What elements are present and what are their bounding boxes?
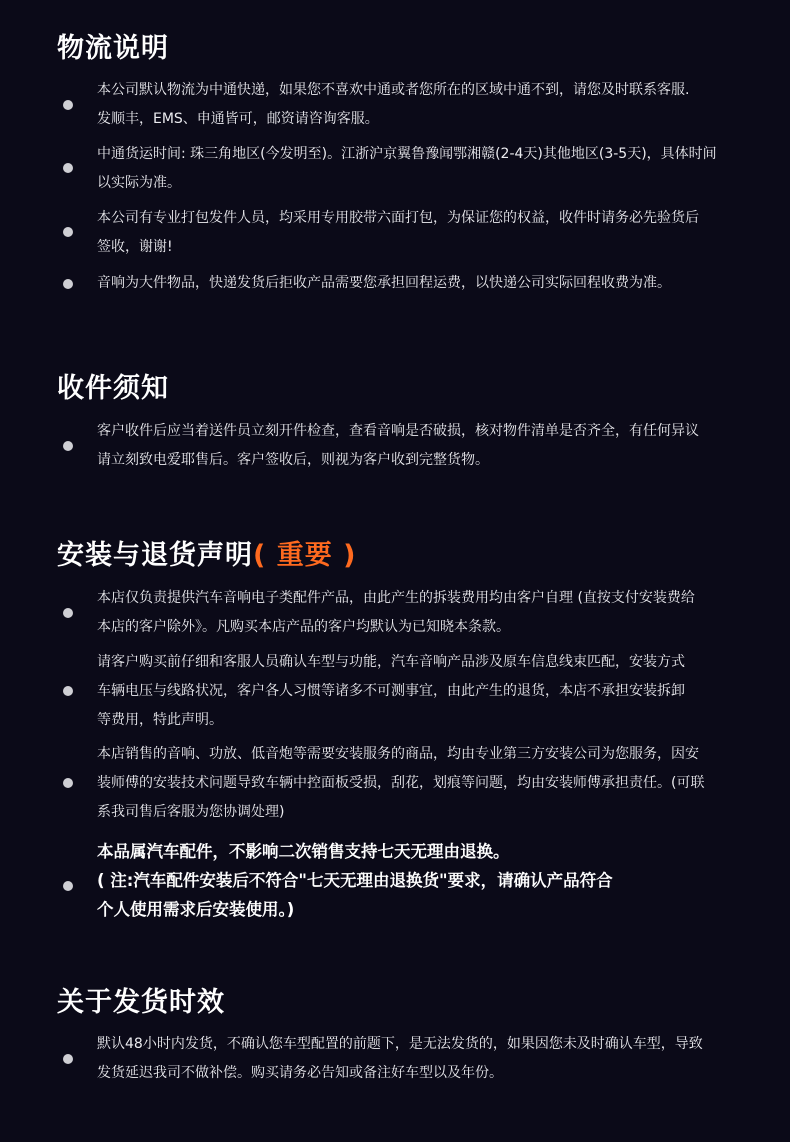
item-text-line: 系我司售后客服为您协调处理) xyxy=(97,804,285,820)
bullet-icon xyxy=(63,686,73,696)
bullet-icon xyxy=(63,881,73,891)
bullet-icon xyxy=(63,279,73,289)
item-text-line: 本店销售的音响、功放、低音炮等需要安装服务的商品，均由专业第三方安装公司为您服务，因安 xyxy=(97,746,699,762)
bullet-icon xyxy=(63,227,73,237)
item-text-line: ( 注:汽车配件安装后不符合"七天无理由退换货"要求，请确认产品符合 xyxy=(97,871,613,890)
bullet-icon xyxy=(63,163,73,173)
section-title xyxy=(57,373,169,405)
item-text-line: 本公司有专业打包发件人员，均采用专用胶带六面打包，为保证您的权益，收件时请务必先验货后 xyxy=(97,210,699,226)
item-text-line: 请客户购买前仔细和客服人员确认车型与功能，汽车音响产品涉及原车信息线束匹配，安装方式 xyxy=(97,654,685,670)
section-title-accent: ( 重要 ) xyxy=(253,540,357,571)
item-text-line: 车辆电压与线路状况，客户各人习惯等诸多不可测事宜，由此产生的退货，本店不承担安装拆卸 xyxy=(97,683,685,699)
item-text-line: 本店的客户除外》。凡购买本店产品的客户均默认为已知晓本条款。 xyxy=(97,619,510,635)
section-title-text: 收件须知 xyxy=(57,373,169,404)
section-title-text: 物流说明 xyxy=(57,33,169,64)
section-title-text: 安装与退货声明 xyxy=(57,540,253,571)
bullet-icon xyxy=(63,778,73,788)
item-text-line: 签收，谢谢! xyxy=(97,239,173,255)
bullet-icon xyxy=(63,441,73,451)
bullet-icon xyxy=(63,608,73,618)
item-text-line: 音响为大件物品，快递发货后拒收产品需要您承担回程运费，以快递公司实际回程收费为准。 xyxy=(97,275,671,291)
section-title-text: 关于发货时效 xyxy=(57,987,225,1018)
item-text-line: 装师傅的安装技术问题导致车辆中控面板受损，刮花，划痕等问题，均由安装师傅承担责任。(可联 xyxy=(97,775,705,791)
item-text-line: 发顺丰，EMS、申通皆可，邮资请咨询客服。 xyxy=(97,111,379,127)
section-title xyxy=(57,987,225,1019)
item-text-line: 等费用，特此声明。 xyxy=(97,712,223,728)
bullet-icon xyxy=(63,100,73,110)
item-text-line: 本品属汽车配件，不影响二次销售支持七天无理由退换。 xyxy=(97,842,510,861)
section-title xyxy=(57,540,356,572)
item-text-line: 发货延迟我司不做补偿。购买请务必告知或备注好车型以及年份。 xyxy=(97,1065,503,1081)
item-text-line: 本店仅负责提供汽车音响电子类配件产品，由此产生的拆装费用均由客户自理 (直按支付安装费给 xyxy=(97,590,695,606)
item-text-line: 默认48小时内发货，不确认您车型配置的前题下，是无法发货的，如果因您未及时确认车型，导致 xyxy=(97,1036,703,1052)
bullet-icon xyxy=(63,1054,73,1064)
item-text-line: 本公司默认物流为中通快递，如果您不喜欢中通或者您所在的区域中通不到，请您及时联系客服. xyxy=(97,82,690,98)
section-title xyxy=(57,33,169,65)
item-text-line: 请立刻致电爱耶售后。客户签收后，则视为客户收到完整货物。 xyxy=(97,452,489,468)
item-text-line: 个人使用需求后安装使用。) xyxy=(97,900,295,919)
item-text-line: 客户收件后应当着送件员立刻开件检查，查看音响是否破损，核对物件清单是否齐全，有任何异议 xyxy=(97,423,699,439)
item-text-line: 以实际为准。 xyxy=(97,175,181,191)
item-text-line: 中通货运时间: 珠三角地区(今发明至)。江浙沪京翼鲁豫闻鄂湘赣(2-4天)其他地区(3-5天)，具体时间 xyxy=(97,146,717,162)
